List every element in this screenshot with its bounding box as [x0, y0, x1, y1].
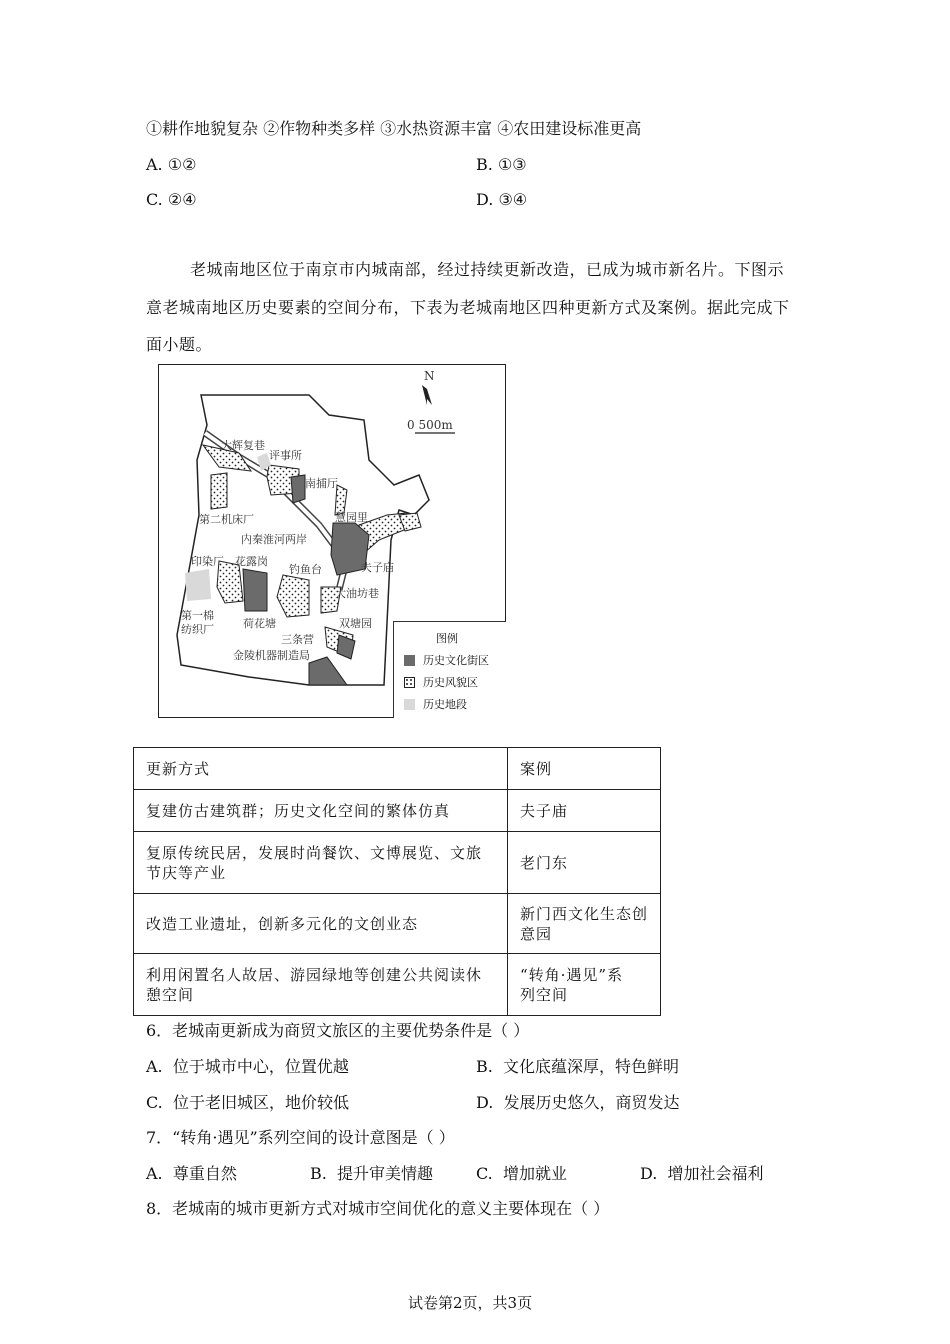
map-figure [158, 364, 506, 718]
legend-item: 历史地段 [404, 696, 467, 712]
intro-line-3: 面小题。 [146, 335, 213, 354]
map-legend [393, 621, 506, 718]
map-label: 大油坊巷 [335, 587, 379, 600]
table-header-cell: 案例 [508, 748, 661, 790]
q7-choice-a: A. 尊重自然 [146, 1164, 237, 1183]
table-cell-case: 夫子庙 [508, 790, 661, 832]
renewal-table [133, 747, 661, 1016]
table-row [134, 894, 661, 954]
q7-choice-b: B. 提升审美情趣 [310, 1164, 434, 1183]
section-yinran [185, 569, 211, 601]
question-6-stem: 6．老城南更新成为商贸文旅区的主要优势条件是（ ） [146, 1021, 530, 1040]
table-row [134, 954, 661, 1016]
table-cell-method: 利用闲置名人故居、游园绿地等创建公共阅读休 憩空间 [134, 954, 508, 1016]
scale-label: 0 500m [407, 418, 453, 432]
legend-swatch-light [404, 699, 415, 710]
page-footer: 试卷第2页，共3页 [408, 1294, 533, 1312]
table-cell-case: 新门西文化生态创 意园 [508, 894, 661, 954]
q7-choice-d: D. 增加社会福利 [640, 1164, 764, 1183]
question-7-stem: 7．“转角·遇见”系列空间的设计意图是（ ） [146, 1128, 455, 1147]
map-label: 夫子庙 [361, 561, 394, 574]
choice-a: A. ①② [146, 155, 197, 174]
choice-c: C. ②④ [146, 190, 197, 209]
district-jinling [309, 657, 347, 685]
q6-choice-b: B. 文化底蕴深厚，特色鲜明 [476, 1057, 680, 1076]
statement-options: ①耕作地貌复杂 ②作物种类多样 ③水热资源丰富 ④农田建设标准更高 [146, 119, 642, 138]
table-cell-case: 老门东 [508, 832, 661, 894]
map-label: 纺织厂 [181, 623, 214, 636]
map-label: 双塘园 [339, 617, 372, 630]
map-label: 评事所 [269, 449, 302, 462]
q6-choice-d: D. 发展历史悠久，商贸发达 [476, 1093, 680, 1112]
legend-swatch-dotted [404, 677, 415, 688]
map-label: 慧园里 [335, 511, 368, 524]
landscape-hehuatang [277, 575, 309, 617]
north-arrow-icon [422, 385, 432, 405]
q6-choice-c: C. 位于老旧城区，地价较低 [146, 1093, 349, 1112]
intro-line-2: 意老城南地区历史要素的空间分布，下表为老城南地区四种更新方式及案例。据此完成下 [146, 298, 790, 317]
map-label: 第二机床厂 [199, 513, 254, 526]
legend-swatch-dark [404, 655, 415, 666]
map-label: 金陵机器制造局 [233, 649, 310, 662]
map-label: 内秦淮河两岸 [241, 533, 307, 546]
legend-item: 历史文化街区 [404, 652, 489, 668]
legend-title: 图例 [436, 632, 458, 645]
intro-line-1: 老城南地区位于南京市内城南部，经过持续更新改造，已成为城市新名片。下图示 [190, 260, 785, 279]
table-cell-method: 复建仿古建筑群；历史文化空间的繁体仿真 [134, 790, 508, 832]
question-8-stem: 8．老城南的城市更新方式对城市空间优化的意义主要体现在（ ） [146, 1199, 610, 1218]
q7-choice-c: C. 增加就业 [476, 1164, 567, 1183]
map-label: 钓鱼台 [289, 563, 322, 576]
choice-b: B. ①③ [476, 155, 527, 174]
district-huaqiao [243, 569, 267, 611]
map-label: 印染厂 [191, 555, 224, 568]
q6-choice-a: A. 位于城市中心，位置优越 [146, 1057, 349, 1076]
map-label: 大辉复巷 [221, 439, 265, 452]
choice-d: D. ③④ [476, 190, 528, 209]
landscape-machine [211, 473, 227, 509]
map-label: 南捕厅 [305, 477, 338, 490]
map-label: 第一棉 [181, 609, 214, 622]
table-row [134, 790, 661, 832]
map-label: 三条营 [281, 633, 314, 646]
district-nanbuting [291, 475, 305, 503]
table-row [134, 832, 661, 894]
table-cell-method: 改造工业遗址，创新多元化的文创业态 [134, 894, 508, 954]
north-label: N [424, 369, 435, 383]
table-header-cell: 更新方式 [134, 748, 508, 790]
table-cell-case: “转角·遇见”系 列空间 [508, 954, 661, 1016]
legend-item: 历史风貌区 [404, 674, 478, 690]
map-label: 荷花塘 [243, 617, 276, 630]
table-cell-method: 复原传统民居，发展时尚餐饮、文博展览、文旅 节庆等产业 [134, 832, 508, 894]
map-label: 花露岗 [235, 555, 268, 568]
table-header-row [134, 748, 661, 790]
